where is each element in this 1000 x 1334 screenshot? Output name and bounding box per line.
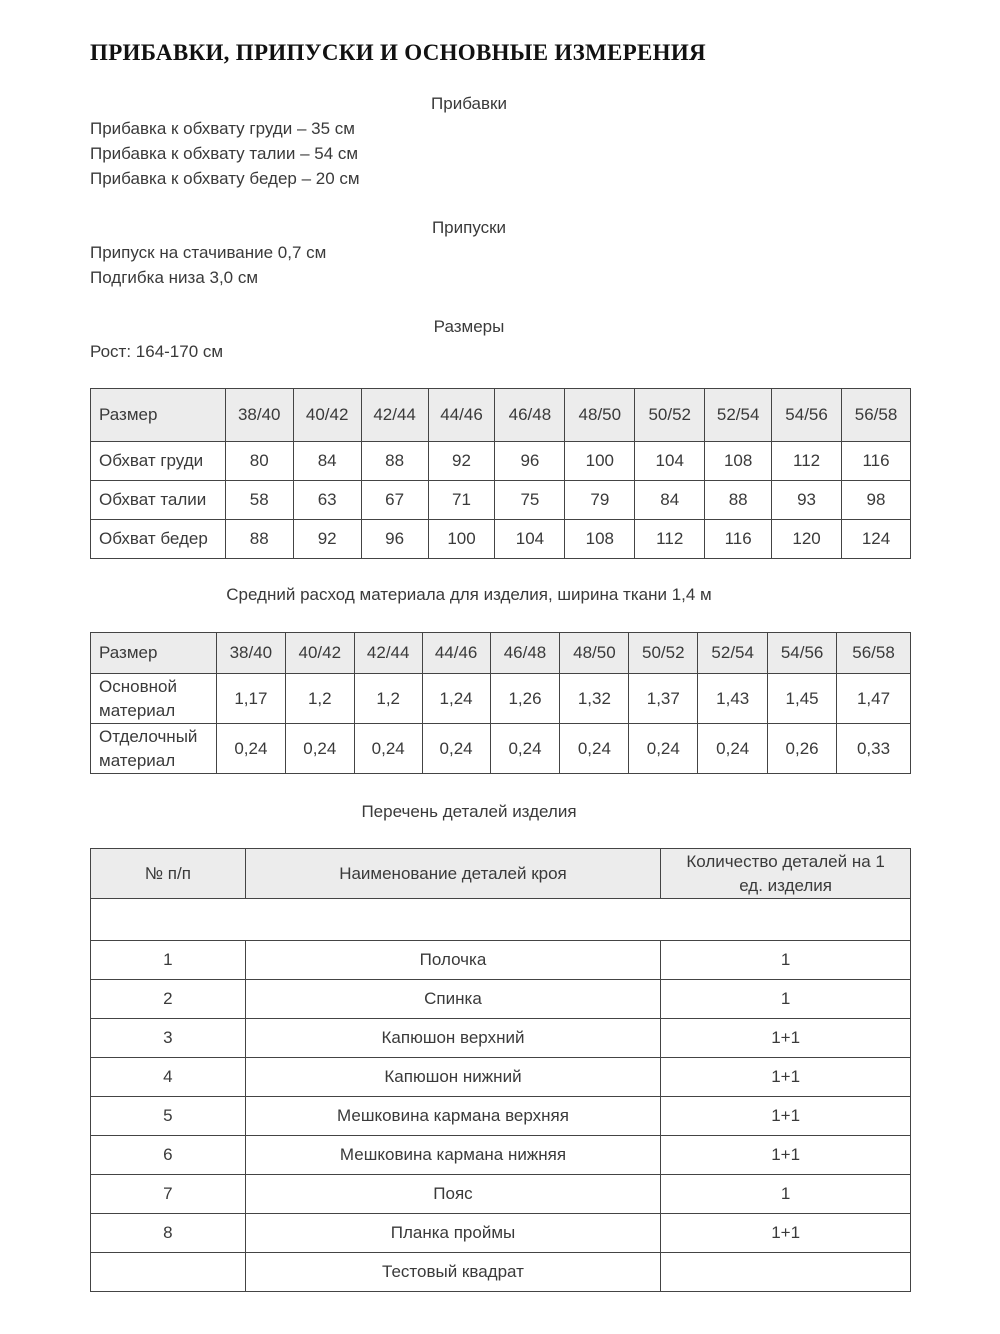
table-row: [91, 1019, 911, 1058]
cell: 96: [361, 520, 428, 559]
fabric-table: [90, 632, 911, 774]
part-quantity: 1+1: [661, 1214, 911, 1253]
column-header-number: № п/п: [91, 849, 246, 899]
size-column-header: 42/44: [354, 633, 422, 674]
part-quantity: 1+1: [661, 1058, 911, 1097]
parts-table: [90, 848, 911, 1292]
part-name: Планка проймы: [245, 1214, 660, 1253]
sizes-table: [90, 388, 911, 559]
cell: 84: [293, 442, 361, 481]
parts-heading: Перечень деталей изделия: [361, 802, 577, 821]
table-row: [91, 1214, 911, 1253]
part-number: 2: [91, 980, 246, 1019]
allowances-heading: Прибавки: [431, 94, 507, 113]
cell: 67: [361, 481, 428, 520]
part-name: Мешковина кармана верхняя: [245, 1097, 660, 1136]
table-row: [91, 941, 911, 980]
cell: 1,17: [216, 674, 285, 724]
cell: 1,45: [768, 674, 837, 724]
cell: 0,26: [768, 724, 837, 774]
size-column-header: 38/40: [225, 389, 293, 442]
part-quantity: 1+1: [661, 1019, 911, 1058]
page-title: ПРИБАВКИ, ПРИПУСКИ И ОСНОВНЫЕ ИЗМЕРЕНИЯ: [90, 40, 706, 65]
column-header-quantity: Количество деталей на 1 ед. изделия: [661, 849, 911, 899]
table-row: [91, 1175, 911, 1214]
size-column-header: 54/56: [768, 633, 837, 674]
cell: 58: [225, 481, 293, 520]
size-column-header: 56/58: [837, 633, 911, 674]
cell: 0,24: [629, 724, 698, 774]
size-column-header: 40/42: [285, 633, 354, 674]
part-number: 3: [91, 1019, 246, 1058]
size-column-header: 54/56: [772, 389, 842, 442]
row-label: Обхват груди: [91, 442, 226, 481]
part-quantity: 1: [661, 941, 911, 980]
cell: 0,24: [560, 724, 629, 774]
table-row: [91, 520, 911, 559]
cell: 0,24: [354, 724, 422, 774]
table-row: [91, 1097, 911, 1136]
cell: 0,24: [490, 724, 560, 774]
cell: 116: [705, 520, 772, 559]
part-name: Капюшон нижний: [245, 1058, 660, 1097]
cell: 0,24: [422, 724, 490, 774]
size-column-header: 42/44: [361, 389, 428, 442]
allowance-line: Прибавка к обхвату талии – 54 см: [90, 144, 359, 163]
seam-line: Подгибка низа 3,0 см: [90, 268, 259, 287]
part-name: Пояс: [245, 1175, 660, 1214]
cell: 92: [293, 520, 361, 559]
cell: 88: [705, 481, 772, 520]
cell: 1,26: [490, 674, 560, 724]
table-row: [91, 442, 911, 481]
table-row: [91, 674, 911, 724]
cell: 63: [293, 481, 361, 520]
sizes-header-row: [91, 389, 911, 442]
cell: 1,2: [354, 674, 422, 724]
cell: 80: [225, 442, 293, 481]
size-column-header: 52/54: [705, 389, 772, 442]
part-number: 6: [91, 1136, 246, 1175]
part-quantity: 1+1: [661, 1136, 911, 1175]
cell: 79: [565, 481, 635, 520]
row-label: Основной материал: [91, 674, 217, 724]
cell: 96: [495, 442, 565, 481]
cell: 0,24: [698, 724, 768, 774]
cell: 1,47: [837, 674, 911, 724]
empty-cell: [91, 899, 911, 941]
cell: 0,24: [285, 724, 354, 774]
seams-heading: Припуски: [431, 218, 507, 237]
cell: 100: [428, 520, 495, 559]
empty-row: [91, 899, 911, 941]
cell: 1,2: [285, 674, 354, 724]
fabric-heading: Средний расход материала для изделия, ширина ткани 1,4 м: [226, 585, 712, 604]
part-number: 7: [91, 1175, 246, 1214]
part-name: Мешковина кармана нижняя: [245, 1136, 660, 1175]
row-label: Обхват бедер: [91, 520, 226, 559]
cell: 88: [361, 442, 428, 481]
cell: 98: [842, 481, 911, 520]
allowance-line: Прибавка к обхвату бедер – 20 см: [90, 169, 360, 188]
part-name: Капюшон верхний: [245, 1019, 660, 1058]
part-name: Полочка: [245, 941, 660, 980]
size-column-header: 46/48: [495, 389, 565, 442]
cell: 108: [705, 442, 772, 481]
cell: 92: [428, 442, 495, 481]
size-column-header: 50/52: [629, 633, 698, 674]
cell: 108: [565, 520, 635, 559]
table-row: [91, 481, 911, 520]
size-column-header: 40/42: [293, 389, 361, 442]
cell: 84: [635, 481, 705, 520]
size-column-header: 48/50: [560, 633, 629, 674]
part-name: Тестовый квадрат: [245, 1253, 660, 1292]
allowance-line: Прибавка к обхвату груди – 35 см: [90, 119, 355, 138]
parts-header-row: [91, 849, 911, 899]
cell: 0,24: [216, 724, 285, 774]
size-column-header: 46/48: [490, 633, 560, 674]
table-row: [91, 1136, 911, 1175]
cell: 100: [565, 442, 635, 481]
cell: 0,33: [837, 724, 911, 774]
table-row: [91, 1253, 911, 1292]
cell: 93: [772, 481, 842, 520]
part-number: 5: [91, 1097, 246, 1136]
cell: 1,32: [560, 674, 629, 724]
sizes-heading: Размеры: [433, 317, 505, 336]
cell: 104: [495, 520, 565, 559]
cell: 75: [495, 481, 565, 520]
size-column-header: 44/46: [428, 389, 495, 442]
cell: 124: [842, 520, 911, 559]
size-header-label: Размер: [91, 389, 226, 442]
cell: 71: [428, 481, 495, 520]
cell: 88: [225, 520, 293, 559]
cell: 112: [772, 442, 842, 481]
height-range: Рост: 164-170 см: [90, 342, 224, 361]
size-column-header: 52/54: [698, 633, 768, 674]
size-column-header: 56/58: [842, 389, 911, 442]
part-name: Спинка: [245, 980, 660, 1019]
cell: 104: [635, 442, 705, 481]
table-row: [91, 980, 911, 1019]
cell: 1,37: [629, 674, 698, 724]
cell: 120: [772, 520, 842, 559]
cell: 116: [842, 442, 911, 481]
cell: 1,43: [698, 674, 768, 724]
part-number: 1: [91, 941, 246, 980]
size-column-header: 38/40: [216, 633, 285, 674]
part-quantity: 1: [661, 1175, 911, 1214]
size-column-header: 48/50: [565, 389, 635, 442]
row-label: Обхват талии: [91, 481, 226, 520]
part-number: 4: [91, 1058, 246, 1097]
cell: 1,24: [422, 674, 490, 724]
table-row: [91, 1058, 911, 1097]
part-number: 8: [91, 1214, 246, 1253]
seam-line: Припуск на стачивание 0,7 см: [90, 243, 327, 262]
size-column-header: 44/46: [422, 633, 490, 674]
part-number: [91, 1253, 246, 1292]
row-label: Отделочный материал: [91, 724, 217, 774]
size-header-label: Размер: [91, 633, 217, 674]
column-header-name: Наименование деталей кроя: [245, 849, 660, 899]
part-quantity: [661, 1253, 911, 1292]
table-row: [91, 724, 911, 774]
size-column-header: 50/52: [635, 389, 705, 442]
part-quantity: 1+1: [661, 1097, 911, 1136]
fabric-header-row: [91, 633, 911, 674]
cell: 112: [635, 520, 705, 559]
part-quantity: 1: [661, 980, 911, 1019]
